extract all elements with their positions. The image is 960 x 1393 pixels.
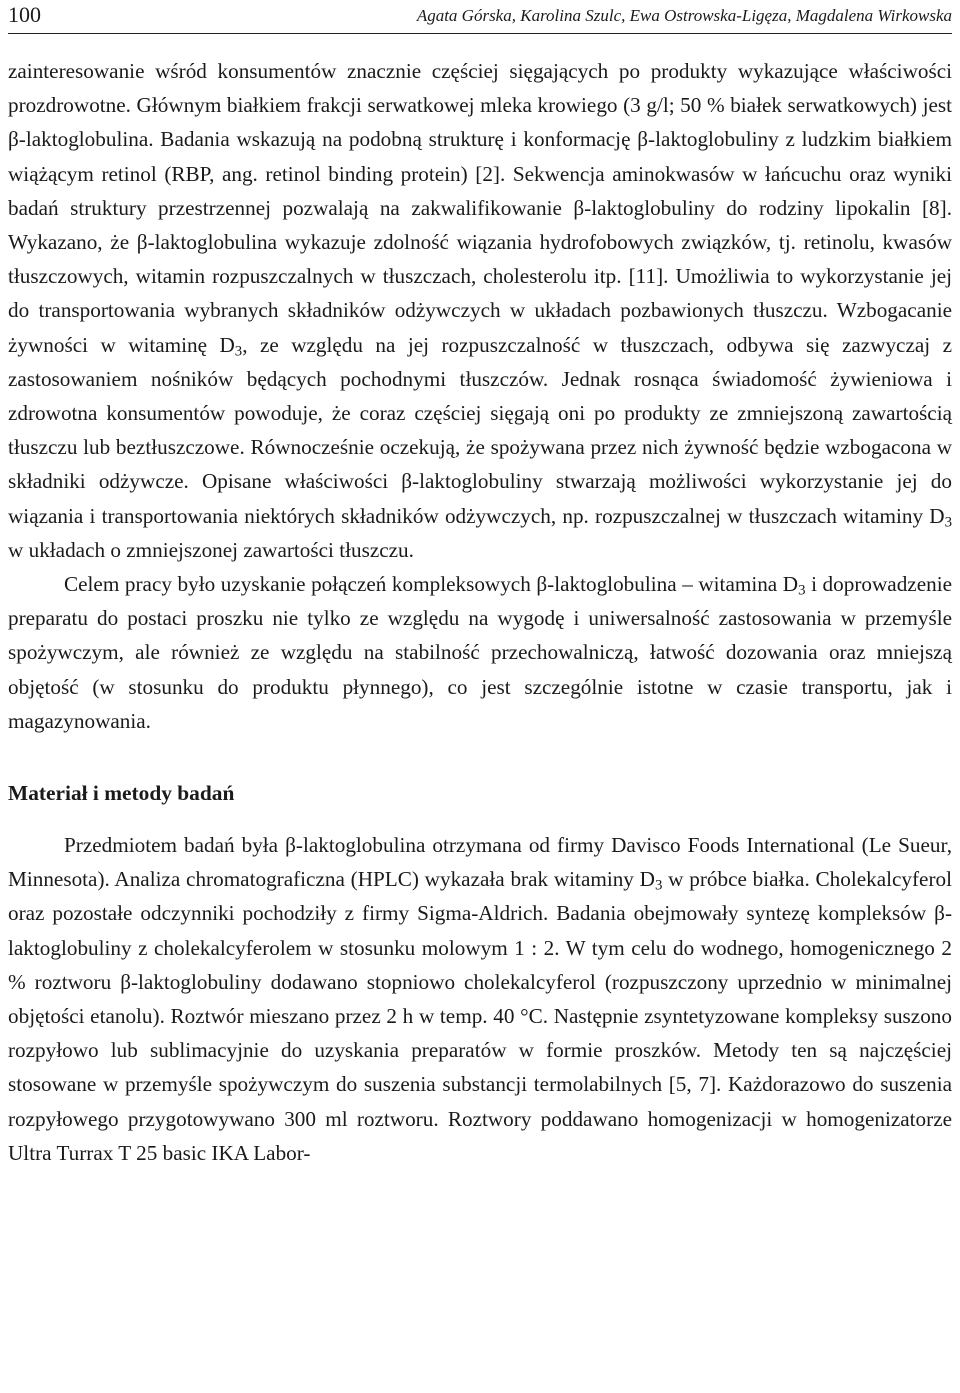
section-heading: Materiał i metody badań [8,781,235,806]
subscript: 3 [798,582,806,599]
page-number: 100 [8,2,41,27]
text-run: w układach o zmniejszonej zawartości tłuszczu. [8,537,414,562]
text-run: w próbce białka. Cholekalcyferol oraz pozostałe odczynniki pochodziły z firmy Sigma-Aldrich. Badania obejmowały syntezę kompleksów β-laktoglobuliny z cholekalcyferolem w stosunku molowym 1 : 2. W tym celu do wodnego, homogenicznego 2 % roztworu β-laktoglobuliny dodawano stopniowo cholekalcyferol (rozpuszczony uprzednio w minimalnej objętości etanolu). Roztwór mieszano przez 2 h w temp. 40 °C. Następnie zsyntetyzowane kompleksy suszono rozpyłowo lub sublimacyjnie do uzyskania preparatów w formie proszków. Metody ten są najczęściej stosowane w przemyśle spożywczym do suszenia substancji termolabilnych [5, 7]. Każdorazowo do suszenia rozpyłowego przygotowywano 300 ml roztworu. Roztwory poddawano homogenizacji w homogenizatorze Ultra Turrax T 25 basic IKA Labor- [8,867,952,1165]
article-body [8,54,952,1170]
running-head-authors: Agata Górska, Karolina Szulc, Ewa Ostrowska-Ligęza, Magdalena Wirkowska [416,6,952,25]
subscript: 3 [234,343,243,360]
subscript: 3 [944,514,952,531]
paragraph-aim [8,567,952,738]
running-header [8,0,952,34]
subscript: 3 [654,877,663,894]
paragraph-intro-continued [8,54,952,567]
paragraph-methods [8,828,952,1170]
text-run: Celem pracy było uzyskanie połączeń kompleksowych β-laktoglobulina – witamina D [64,572,799,597]
text-run: Przedmiotem badań była β-laktoglobulina otrzymana od firmy Davisco Foods International (Le Sueur, Minnesota). Analiza chromatograficzna (HPLC) wykazała brak witaminy D [8,833,952,892]
text-run: , ze względu na jej rozpuszczalność w tłuszczach, odbywa się zazwyczaj z zastosowaniem nośników będących pochodnymi tłuszczów. Jednak rosnąca świadomość żywieniowa i zdrowotna konsumentów powoduje, że coraz częściej sięgają oni po produkty ze zmniejszoną zawartością tłuszczu lub beztłuszczowe. Równocześnie oczekują, że spożywana przez nich żywność będzie wzbogacona w składniki odżywcze. Opisane właściwości β-laktoglobuliny stwarzają możliwości wykorzystanie jej do wiązania i transportowania niektórych składników odżywczych, np. rozpuszczalnej w tłuszczach witaminy D [8,332,952,528]
text-run: i doprowadzenie preparatu do postaci proszku nie tylko ze względu na wygodę i uniwersalność zastosowania w przemyśle spożywczym, ale również ze względu na stabilność przechowalniczą, łatwość dozowania oraz mniejszą objętość (w stosunku do produktu płynnego), co jest szczególnie istotne w czasie transportu, jak i magazynowania. [8,572,952,733]
text-run: zainteresowanie wśród konsumentów znacznie częściej sięgających po produkty wykazujące właściwości prozdrowotne. Głównym białkiem frakcji serwatkowej mleka krowiego (3 g/l; 50 % białek serwatkowych) jest β-laktoglobulina. Badania wskazują na podobną strukturę i konformację β-laktoglobuliny z ludzkim białkiem wiążącym retinol (RBP, ang. retinol binding protein) [2]. Sekwencja aminokwasów w łańcuchu oraz wyniki badań struktury przestrzennej pozwalają na zakwalifikowanie β-laktoglobuliny do rodziny lipokalin [8]. Wykazano, że β-laktoglobulina wykazuje zdolność wiązania hydrofobowych związków, tj. retinolu, kwasów tłuszczowych, witamin rozpuszczalnych w tłuszczach, cholesterolu itp. [11]. Umożliwia to wykorzystanie jej do transportowania wybranych składników odżywczych w układach pozbawionych tłuszczu. Wzbogacanie żywności w witaminę D [8,59,952,357]
